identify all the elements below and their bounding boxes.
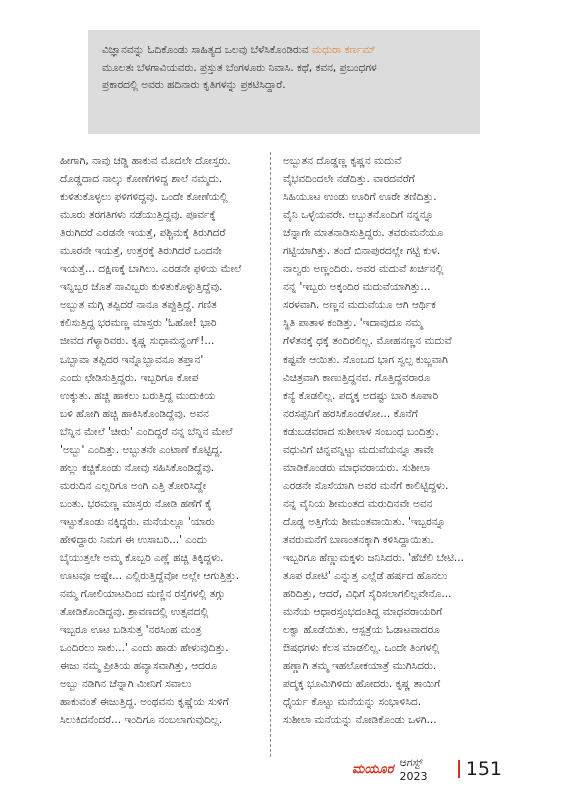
text-line: ನಾಲ್ವರು ಅಣ್ಣಂದಿರು. ಅವರ ಮದುವೆ ಖರ್ಚಿನಲ್ಲಿ [283, 263, 444, 276]
text-line: ಮಾಡಿಕೊಂಡರು ಮಾಧವರಾಯರು. ಸುಶೀಲಾ [283, 461, 431, 474]
text-line: ಬೆನ್ನಿನ ಮೇಲೆ 'ಚೀರು' ಎಂದಿದ್ದರೆ ನನ್ನ ಬೆನ್ನಿನ ಮೇಲೆ [60, 425, 233, 438]
text-line: ಹಣ್ಣಾಗಿ ತಮ್ಮ ಇಹಲೋಕಯಾತ್ರೆ ಮುಗಿಸಿದರು. [283, 660, 437, 673]
text-line: ಅಬ್ಬುತ ಮಗ್ಗಿ ತಪ್ಪಿದರೆ ನಾನೂ ತಪ್ಪುತ್ತಿದ್ದೆ. ಗಣಿತ [60, 299, 217, 312]
text-line: ಅಬ್ಬು ನಡಿಗಿನ ಚೆನ್ನಾಗಿ ಮೀನಿಗೆ ಸವಾಲು [60, 678, 192, 691]
text-line: ದೊಡ್ಡ ಅತ್ತಿಗೆಯ ಶೀಮಂತವಾಯಿತು. 'ಇಬ್ಬರನ್ನೂ [283, 515, 446, 528]
text-line: ಬಳಿ ಹೋಗಿ ಹಚ್ಚಿ ಹಾಕಿಸಿಕೊಂಡಿದ್ದೆವು. ಅವನ [60, 407, 209, 420]
column-divider [270, 152, 271, 757]
author-intro-box [88, 30, 480, 134]
text-line: ಇನ್ನಿಬ್ಬರ ಜೊತೆ ನಾವಿಬ್ಬರು ಕುಳಿತುಕೊಳ್ಳುತ್ತಿದ್ದೆವು. [60, 281, 223, 294]
text-line: ಕಷ್ಟವೇ ಆಯಿತು. ಸೊಂಬದ ಭಾಗ ಸ್ವಲ್ಪ ಕುಬ್ಜವಾಗಿ [283, 353, 448, 366]
text-line: ಕಡುಬಡವರಾದ ಸುಶೀಲಾಳ ಸಂಬಂಧ ಬಂದಿತ್ತು. [283, 425, 439, 438]
intro-line-2: ಮೂಲತಃ ಬೆಳಗಾವಿಯವರು. ಪ್ರಸ್ತುತ ಬೆಂಗಳೂರು ನಿವಾಸಿ. ಕಥೆ, ಕವನ, ಪ್ರಬಂಧಗಳ [102, 61, 377, 74]
text-line: ಗಟ್ಟಿಯಾಗಿತ್ತು. ತಂದೆ ಬಿನಾಪುರದಲ್ಲೇ ಗಟ್ಟಿ ಕುಳ. [283, 245, 441, 258]
intro-line-1 [102, 42, 470, 60]
text-line: ಹಲ್ಲು ಕಚ್ಚಿಕೊಂಡು ನೋವು ಸಹಿಸಿಕೊಂಡಿದ್ದೆವು. [60, 461, 215, 474]
text-line: ಮನೆಯ ಆಧಾರಸ್ತಂಭದಂತಿದ್ದ ಮಾಧವರಾಯರಿಗೆ [283, 606, 443, 619]
text-line: ತೋಡಿಕೊಂಡಿದ್ದವು. ಶ್ರಾವಣದಲ್ಲಿ ಉತ್ಸವದಲ್ಲಿ [60, 606, 209, 619]
text-line: ನನ್ನ 'ಇಬ್ಬರು ಅಕ್ಕಂದಿರ ಮದುವೆಯಾಗಿತ್ತು... [283, 281, 431, 294]
text-line: ಸ್ಥಿತಿ ಪಾತಾಳ ಕಂಡಿತ್ತು. 'ಇದಾವುದೂ ನಮ್ಮ [283, 317, 423, 330]
text-line: ಅಬ್ಬುತನ ದೊಡ್ಡಣ್ಣ ಕೃಷ್ಣನ ಮದುವೆ [283, 155, 402, 167]
text-line: ತೂಪ ರೋಟಿ' ಎನ್ನುತ್ತ ಎಲ್ಲೆಡೆ ಹರ್ಷದ ಹೊನಲು [283, 570, 448, 583]
text-line: ಮರುದಿನ ಎಲ್ಲರಿಗೂ ಅಂಗಿ ಎತ್ತಿ ತೋರಿಸಿದ್ದೇ [60, 479, 207, 492]
text-line: ನನ್ನ ವೈನಿಯ ಶೀಮಂತದ ಮರುದಿನವೇ ಅವನ [283, 497, 433, 510]
text-line: ಒಂದಿರಲು ಸಾಕು...' ಎಂದು ಹಾಡು ಹೇಳುವುದಿತ್ತು. [60, 642, 229, 655]
text-line: ಒಬ್ಬಾವಾ ತಪ್ಪಿದರ ಇನ್ನೊಬ್ಬಾವನೂ ತಪ್ತಾನ' [60, 353, 204, 366]
text-line: ವಿಚಿತ್ರವಾಗಿ ಕಾಣುತ್ತಿದ್ದನವ. ಗೊತ್ತಿದ್ದವರಾರೂ [283, 371, 431, 384]
text-line: ಹಾಕುವಂತೆ ಈಜುತ್ತಿದ್ದ. ಅಂಥವನು ಕೃಷ್ಣೆಯ ಸುಳಿಗೆ [60, 696, 229, 709]
text-line: ವಧುವಿಗೆ ಚಿನ್ನವನ್ನಿಟ್ಟು ಮದುವೆಯನ್ನೂ ತಾವೇ [283, 443, 434, 456]
text-line: ಹರಿದಿತ್ತು, ಆದರೆ, ವಿಧಿಗೆ ಸೈರಿಸಲಾಗಲಿಲ್ಲವೇನೊ... [283, 588, 452, 601]
text-line: ಬಂತು. ಭರಮಣ್ಣ ಮಾಸ್ತರು ನೋಡಿ ಹಣೆಗೆ ಕೈ [60, 497, 212, 510]
text-line: ಇಯತ್ತೆ... ದಕ್ಷಿಣಕ್ಕೆ ಬಾಗಿಲು. ಎರಡನೇ ಫಳಿಯ ಮೇಲೆ [60, 263, 242, 276]
text-line: ನಮ್ಮ ಗೋಲಿಯಾಟದಿಂದ ಮಣ್ಣಿನ ರಸ್ತೆಗಳಲ್ಲಿ ತಗ್ಗು [60, 588, 225, 601]
text-line: ದೊಡ್ಡದಾದ ನಾಲ್ಕು ಕೋಣೆಗಳಿದ್ದ ಶಾಲೆ ನಮ್ಮದು. [60, 173, 223, 186]
text-line: ಸಿಹಿಯೂಟ ಉಂಡು ಊರಿಗೆ ಊರೇ ತಣಿದಿತ್ತು. [283, 191, 437, 204]
text-line: ಉಕ್ಕುತು. ಹಚ್ಚಿ ಹಾಕಲು ಬರುತ್ತಿದ್ದ ಮುದುಕಿಯ [60, 389, 216, 402]
text-line: ಔಷಧಗಳು ಕೆಲಸ ಮಾಡಲಿಲ್ಲ. ಒಂದೇ ತಿಂಗಳಲ್ಲಿ [283, 642, 440, 655]
text-line: ಇಟ್ಟುಕೊಂಡು ನಕ್ಕಿದ್ದರು. ಮನೆಯಲ್ಲೂ 'ಯಾರು [60, 515, 215, 528]
text-line: ಈಜು ನಮ್ಮ ಪ್ರೀತಿಯ ಹವ್ಯಾಸವಾಗಿತ್ತು, ಆದರೂ [60, 660, 218, 673]
author-name: ಮಧುರಾ ಕರ್ಣಮ್ [311, 44, 376, 56]
text-line: ಗೆಳೆತನಕ್ಕೆ ಧಕ್ಕೆ ತಂದಿರಲಿಲ್ಲ. ಮೋಹನಣ್ಣನ ಮದುವೆ [283, 335, 452, 348]
text-line: ಪದ್ಮಕ್ಕ ಭೂಮಿಗಿಳಿದು ಹೋದರು. ಕೃಷ್ಣ ತಾಯಿಗೆ [283, 678, 441, 691]
page-number: 151 [465, 758, 502, 780]
text-line: ಜೀವದ ಗೆಳ್ಯಾರಿವರು. ಕೃಷ್ಣ ಸುಧಾಮನ್ಹಂಗ್!... [60, 335, 215, 348]
page-footer [352, 755, 502, 783]
text-line: ಬೈಯುತ್ತಲೇ ಅಮ್ಮ ಕೊಬ್ಬರಿ ಎಣ್ಣೆ ಹಚ್ಚಿ ತಿಕ್ಕಿದ್ದಳು. [60, 552, 224, 565]
text-line: ಧೈರ್ಯ ಕೊಟ್ಟು ಮನೆಯನ್ನು ಸಂಭಾಳಿಸಿದ. [283, 696, 422, 709]
text-line: ಲಕ್ವಾ ಹೊಡೆಯಿತು. ಆಸ್ಪತ್ರೆಯ ಓಡಾಟವಾದರೂ [283, 624, 440, 637]
text-line: ಇಬ್ಬರೂ ಊಟ ಬಡಿಸುತ್ತ 'ನರಸಿಂಹ ಮಂತ್ರ [60, 624, 202, 637]
text-line: 'ಅಬ್ಬು' ಎಂದಿತ್ತು. ಅಬ್ಬುತನೇ ಎಂಟಾಣೆ ಕೊಟ್ಟಿದ್ದ. [60, 443, 223, 456]
magazine-logo: ಮಯೂರ [352, 761, 394, 777]
text-line: ಮೂರು ತರಗತಿಗಳು ನಡೆಯುತ್ತಿದ್ದವು. ಪೂರ್ವಕ್ಕೆ [60, 209, 216, 222]
text-line: ತಿರುಗಿದರೆ ಎರಡನೇ ಇಯತ್ತೆ, ಪಶ್ಚಿಮಕ್ಕೆ ತಿರುಗಿದರೆ [60, 227, 226, 240]
text-line: ಕನ್ಯೆ ಕೊಡಲಿಲ್ಲ. ಪದ್ಮಕ್ಕ ಅದಷ್ಟು ಬಾರಿ ಕೂಪಾರಿ [283, 389, 439, 402]
text-line: ಎರಡನೇ ಸೊಸೆಯಾಗಿ ಅವರ ಮನೆಗೆ ಕಾಲಿಟ್ಟಿದ್ದಳು. [283, 479, 449, 492]
text-line: ವೈನಿ ಒಳ್ಳೆಯವರೇ. ಅಬ್ಬುತನೊಂದಿಗೆ ನನ್ನನ್ನೂ [283, 209, 434, 222]
text-line: ಸುಶೀಲಾ ಮನೆಯನ್ನು ನೋಡಿಕೊಂಡು ಒಳಗಿ... [283, 714, 437, 727]
article-right-column [283, 152, 518, 730]
text-line: ವೈಭವದಿಂದಲೇ ನಡೆದಿತ್ತು. ವಾರದವರೆಗೆ [283, 173, 415, 186]
footer-divider [458, 760, 460, 778]
intro-text: ವಿಜ್ಞಾನವನ್ನು ಓದಿಕೊಂಡು ಸಾಹಿತ್ಯದ ಒಲವು ಬೆಳೆಸಿಕೊಂಡಿರುವ [102, 44, 312, 56]
text-line: ಸಿಲುಕಿದನೆಂದರೆ... ಇಂದಿಗೂ ನಂಬಲಾಗುವುದಿಲ್ಲ. [60, 714, 223, 727]
text-line: ಎಂದು ಛೇಡಿಸುತ್ತಿದ್ದರು. ಇಬ್ಬರಿಗೂ ಕೋಪ [60, 371, 199, 384]
text-line: ತವರುಮನೆಗೆ ಬಾಣಂತನಕ್ಕಾಗಿ ಕಳಿಸಿದ್ದಾಯಿತು. [283, 533, 434, 546]
issue-date: ಆಗಸ್ಟ್ 2023 [399, 755, 428, 783]
text-line: ಕಲಿಸುತ್ತಿದ್ದ ಭರಮಣ್ಣ ಮಾಸ್ತರು 'ಓಹೋ! ಭಾರಿ [60, 317, 217, 330]
text-line: ಹೀಗಾಗಿ, ನಾವು ಚಡ್ಡಿ ಹಾಕುವ ಮೊದಲೇ ದೋಸ್ತರು. [60, 155, 231, 167]
intro-line-3: ಪ್ರಕಾರದಲ್ಲಿ ಅವರು ಹದಿನಾರು ಕೃತಿಗಳನ್ನು ಪ್ರಕಟಿಸಿದ್ದಾರೆ. [102, 79, 286, 91]
text-line: ಸರಳವಾಗಿ. ಅಣ್ಣನ ಮದುವೆಯೂ ಆಗಿ ಆರ್ಥಿಕ [283, 299, 436, 312]
text-line: ನರಸಪ್ಪನಿಗೆ ಹರಸಿಕೊಂಡಳೋ... ಕೊನೆಗೆ [283, 407, 418, 420]
text-line: ಮೂರನೇ ಇಯತ್ತೆ, ಉತ್ತರಕ್ಕೆ ತಿರುಗಿದರೆ ಒಂದನೇ [60, 245, 222, 258]
text-line: ಊಟವೂ ಅಷ್ಟೇ... ಎಲ್ಲಿರುತ್ತಿದ್ದೆವೋ ಅಲ್ಲೇ ಆಗುತ್ತಿತ್ತು. [60, 570, 240, 583]
text-line: ಕುಳಿತುಕೊಳ್ಳಲು ಫಳಿಗಳಿದ್ದವು. ಒಂದೇ ಕೋಣೆಯಲ್ಲಿ [60, 191, 228, 204]
text-line: ಹೇಳಿದ್ದಾರು ನಿಮಗ ಈ ಉಸಾಬರಿ...' ಎಂದು [60, 533, 207, 546]
text-line: ಚೆನ್ನಾಗೇ ಮಾತನಾಡಿಸುತ್ತಿದ್ದರು. ತವರುಮನೆಯೂ [283, 227, 444, 240]
text-line: ಇಬ್ಬರಿಗೂ ಹೆಣ್ಣುಮಕ್ಕಳು ಜನಿಸಿದರು. 'ಹೆಚೆಲಿ ಬೇಟಿ... [283, 552, 464, 565]
article-left-column [60, 152, 295, 730]
